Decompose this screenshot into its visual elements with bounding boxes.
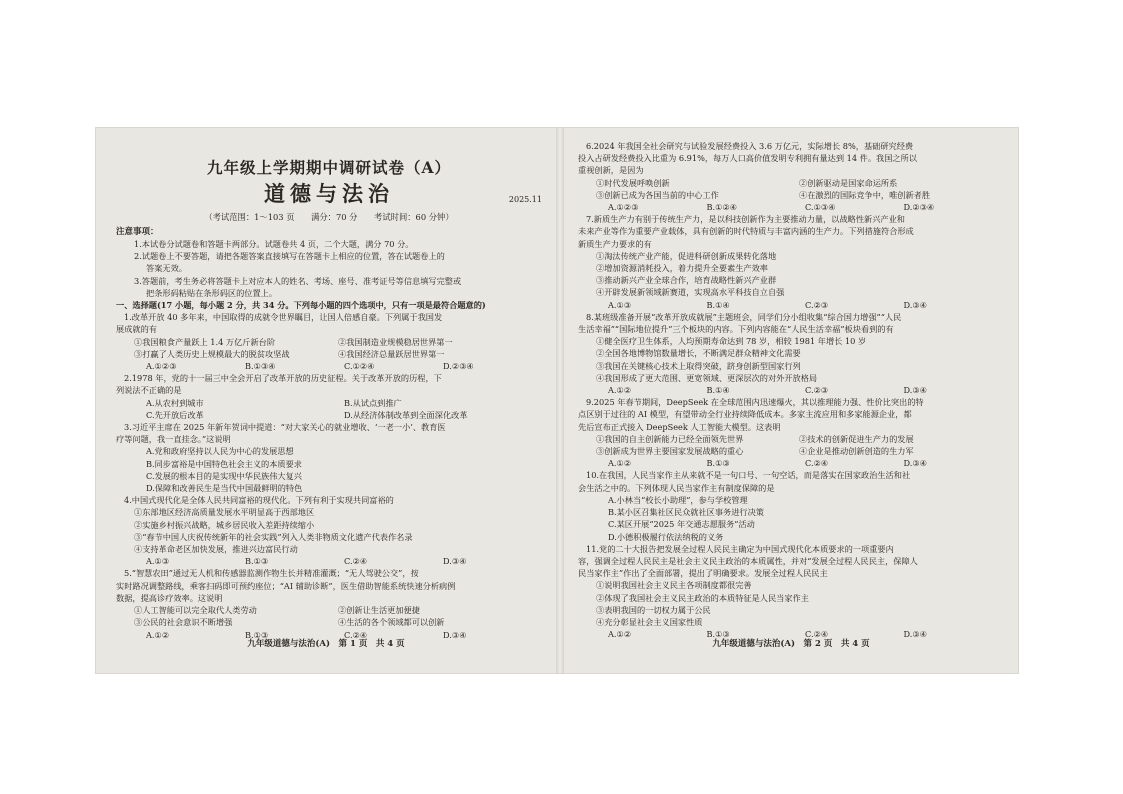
choice-b: B.①③ (245, 629, 269, 640)
subject-title: 道德与法治 (264, 181, 394, 206)
question-stem: 新质生产力要求的有 (578, 238, 652, 249)
statement: ④开辟发展新领域新赛道，实现高水平科技自立自强 (596, 287, 785, 298)
choice-c: C.②③ (805, 299, 829, 310)
exam-date: 2025.11 (508, 195, 542, 204)
question-stem: 点区别于过往的 AI 模型，有望带动全行业持续降低成本。多家主流应用和多家能源企业，都 (578, 409, 912, 420)
statement: ②创新驱动是国家命运所系 (799, 177, 898, 188)
choice-a: A.从农村到城市 (146, 397, 204, 408)
choice-d: D.③④ (443, 629, 467, 640)
choice-c: C.②③ (805, 385, 829, 396)
choice-a: A.①②③ (146, 361, 177, 372)
choice-row (116, 360, 542, 372)
choice-b: B.①②④ (706, 202, 738, 213)
question-stem: 实时路况调整路线，乘客扫码即可预约座位；“AI 辅助诊断”，医生借助智能系统快速分析病例 (116, 580, 456, 591)
choice-d: D.②③④ (443, 361, 474, 372)
question-stem: 5.“智慧农田”通过无人机和传感器监测作物生长并精准灌溉；“无人驾驶公交”，按 (124, 568, 419, 579)
statement-row (578, 177, 1002, 189)
question-stem: 投入占研发经费投入比重为 6.91%，每万人口高价值发明专利拥有量达到 14 件。我国之所以 (578, 153, 917, 164)
notes-title: 注意事项： (116, 227, 159, 237)
statement: ②体现了我国社会主义民主政治的本质特征是人民当家作主 (596, 592, 809, 603)
statement: ①我国粮食产量跃上 1.4 万亿斤新台阶 (134, 336, 276, 347)
choice-row (116, 409, 542, 421)
choice-b: B.同步富裕是中国特色社会主义的本质要求 (146, 458, 302, 469)
statement: ③推动新兴产业全球合作，培育战略性新兴产业群 (596, 275, 777, 286)
choice-b: B.①③ (706, 629, 730, 640)
statement: ②增加资源消耗投入，着力提升全要素生产效率 (596, 263, 768, 274)
statement: ①健全医疗卫生体系，人均预期寿命达到 78 岁，相较 1981 年增长 10 岁 (596, 336, 867, 347)
statement: ③公民的社会意识不断增强 (134, 617, 233, 628)
statement-row (116, 348, 542, 360)
statement: ②全国各地博物馆数量增长，不断满足群众精神文化需要 (596, 348, 801, 359)
choice-b: B.从试点到推广 (344, 397, 402, 408)
choice-d: D.③④ (903, 629, 928, 640)
statement: ②我国制造业规模稳居世界第一 (338, 336, 453, 347)
choice-c: C.①②④ (344, 361, 375, 372)
statement: ④在激烈的国际竞争中，唯创新者胜 (799, 189, 931, 200)
question-stem: 展成就的有 (116, 324, 157, 335)
choice-b: B.①④ (706, 385, 730, 396)
statement: ①说明我国社会主义民主各项制度都很完善 (596, 580, 752, 591)
choice-a: A.①② (608, 385, 632, 396)
choice-c: C.先开放后改革 (146, 409, 204, 420)
exam-paper (96, 128, 1018, 673)
choice-c: C.发展的根本目的是实现中华民族伟大复兴 (146, 470, 302, 481)
statement-row (578, 433, 1002, 445)
statement: ②技术的创新促进生产力的发展 (799, 433, 914, 444)
section-heading: 一、选择题(17 小题，每小题 2 分，共 34 分。下列每小题的四个选项中，只有一项是最符合题意的) (116, 300, 486, 311)
choice-d: D.③④ (903, 385, 928, 396)
statement: ①人工智能可以完全取代人类劳动 (134, 605, 257, 616)
choice-b: B.①③ (245, 556, 269, 567)
choice-d: D.③④ (443, 556, 467, 567)
statement: ④我国形成了更大范围、更宽领域、更深层次的对外开放格局 (596, 372, 818, 383)
page-1 (96, 128, 556, 673)
statement-row (116, 336, 542, 348)
choice-b: B.①③ (706, 458, 730, 469)
page-footer: 九年级道德与法治(A) 第 1 页 共 4 页 (247, 639, 405, 649)
choice-c: C.②④ (805, 629, 829, 640)
statement: ④我国经济总量跃居世界第一 (338, 348, 445, 359)
statement-row (116, 616, 542, 628)
statement: ①东部地区经济高质量发展水平明显高于西部地区 (134, 507, 315, 518)
choice-b: B.①③④ (245, 361, 276, 372)
statement: ④企业是推动创新创造的生力军 (799, 446, 914, 457)
choice-d: D.③④ (903, 299, 928, 310)
choice-row (578, 384, 1002, 396)
statement: ②创新让生活更加便捷 (338, 605, 420, 616)
statement: ①时代发展呼唤创新 (596, 177, 670, 188)
statement: ③创新已成为各国当前的中心工作 (596, 189, 719, 200)
question-stem: 容，强调全过程人民民主是社会主义民主政治的本质属性，并对“发展全过程人民民主，保障人 (578, 555, 918, 566)
choice-c: C.某区开展“2025 年交通志愿服务”活动 (608, 519, 755, 530)
question-stem: 会生活之中的。下列体现人民当家作主有制度保障的是 (578, 482, 775, 493)
note-line: 2.试题卷上不要答题，请把各题答案直接填写在答题卡上相应的位置，答在试题卷上的 (134, 251, 445, 262)
choice-d: D.③④ (903, 458, 928, 469)
question-stem: 8.某班级准备开展“改革开放成就展”主题班会，同学们分小组收集“综合国力增强”“人民 (586, 311, 902, 322)
note-line: 1.本试卷分试题卷和答题卡两部分。试题卷共 4 页，二个大题，满分 70 分。 (134, 239, 414, 249)
page-fold (556, 128, 564, 673)
note-line: 把条形码粘贴在条形码区的位置上。 (146, 287, 278, 298)
choice-row (116, 555, 542, 567)
statement: ④充分彰显社会主义国家性质 (596, 616, 703, 627)
choice-a: A.①② (146, 629, 170, 640)
statement-row (578, 189, 1002, 201)
choice-d: D.从经济体制改革到全面深化改革 (344, 409, 468, 420)
choice-d: D.小德积极履行依法纳税的义务 (608, 531, 724, 542)
question-stem: 疗等问题，我一直挂念。”这说明 (116, 434, 231, 445)
statement: ②实施乡村振兴战略，城乡居民收入差距持续缩小 (134, 519, 315, 530)
question-stem: 民当家作主”作出了全面部署，提出了明确要求。发展全过程人民民主 (578, 568, 828, 579)
statement: ④支持革命老区加快发展，推进兴边富民行动 (134, 544, 298, 555)
choice-row (578, 457, 1002, 469)
question-stem: 先后宣布正式接入 DeepSeek 人工智能大模型。这表明 (578, 421, 781, 432)
question-stem: 2.1978 年，党的十一届三中全会开启了改革开放的历史征程。关于改革开放的历程，下 (124, 373, 442, 384)
statement: ③创新成为世界主要国家发展战略的重心 (596, 446, 744, 457)
choice-c: C.②④ (344, 556, 368, 567)
choice-row (578, 299, 1002, 311)
question-stem: 9.2025 年春节期间，DeepSeek 在全球范围内迅速爆火，其以推理能力强、性价比突出的特 (586, 397, 924, 408)
choice-c: C.②④ (344, 629, 368, 640)
note-line: 答案无效。 (146, 263, 187, 274)
exam-title: 九年级上学期期中调研试卷（A） (206, 158, 452, 177)
choice-a: A.①③ (146, 556, 170, 567)
choice-d: D.②③④ (903, 202, 935, 213)
question-stem: 6.2024 年我国全社会研究与试验发展经费投入 3.6 万亿元，实际增长 8%，基础研究经费 (586, 141, 914, 151)
statement: ①我国的自主创新能力已经全面领先世界 (596, 433, 744, 444)
exam-info: （考试范围：1～103 页 满分：70 分 考试时间：60 分钟） (204, 212, 454, 222)
statement: ④生活的各个领域都可以创新 (338, 617, 445, 628)
page-footer: 九年级道德与法治(A) 第 2 页 共 4 页 (712, 639, 870, 649)
statement: ③表明我国的一切权力属于公民 (596, 604, 711, 615)
question-stem: 10.在我国，人民当家作主从来就不是一句口号、一句空话，而是落实在国家政治生活和社 (586, 470, 911, 481)
choice-b: B.①④ (706, 299, 730, 310)
question-stem: 未来产业等作为重要产业载体，具有创新的时代特质与丰富内涵的生产力。下列措施符合形成 (578, 226, 914, 237)
question-stem: 4.中国式现代化是全体人民共同富裕的现代化。下列有利于实现共同富裕的 (124, 495, 394, 506)
question-stem: 生活幸福”“国际地位提升”三个板块的内容。下列内容能在“人民生活幸福”板块看到的有 (578, 324, 894, 335)
statement-row (116, 604, 542, 616)
choice-d: D.保障和改善民生是当代中国最鲜明的特色 (146, 483, 303, 494)
statement: ①淘汰传统产业产能，促进科研创新成果转化落地 (596, 250, 777, 261)
choice-a: A.①③ (608, 299, 632, 310)
choice-row (578, 201, 1002, 213)
question-stem: 1.改革开放 40 多年来，中国取得的成就令世界瞩目，让国人倍感自豪。下列属于我国发 (124, 312, 443, 323)
choice-c: C.①③④ (805, 202, 836, 213)
statement: ③我国在关键核心技术上取得突破，跻身创新型国家行列 (596, 360, 801, 371)
statement: ③“春节中国人庆祝传统新年的社会实践”列入人类非物质文化遗产代表作名录 (134, 531, 413, 542)
question-stem: 列说法不正确的是 (116, 385, 182, 396)
choice-row (116, 397, 542, 409)
page-2 (564, 128, 1018, 673)
choice-a: A.①②③ (608, 202, 639, 213)
note-line: 3.答题前，考生务必将答题卡上对应本人的姓名、考场、座号、准考证号等信息填写完整或 (134, 275, 462, 286)
question-stem: 7.新质生产力有别于传统生产力，是以科技创新作为主要推动力量，以战略性新兴产业和 (586, 214, 905, 225)
choice-a: A.党和政府坚持以人民为中心的发展思想 (146, 446, 294, 457)
question-stem: 11.党的二十大报告把发展全过程人民民主确定为中国式现代化本质要求的一项重要内 (586, 543, 894, 554)
choice-a: A.①② (608, 458, 632, 469)
choice-c: C.②④ (805, 458, 829, 469)
question-stem: 重视创新，是因为 (578, 165, 644, 176)
statement-row (578, 445, 1002, 457)
choice-a: A.小林当“校长小助理”，参与学校管理 (608, 494, 748, 505)
question-stem: 3.习近平主席在 2025 年新年贺词中提道：“对大家关心的就业增收、‘一老一小’、教育医 (124, 422, 446, 433)
statement: ③打赢了人类历史上规模最大的脱贫攻坚战 (134, 348, 290, 359)
question-stem: 数据，提高诊疗效率。这说明 (116, 592, 223, 603)
choice-b: B.某小区召集社区民众就社区事务进行决策 (608, 507, 764, 518)
choice-a: A.①② (608, 629, 632, 640)
